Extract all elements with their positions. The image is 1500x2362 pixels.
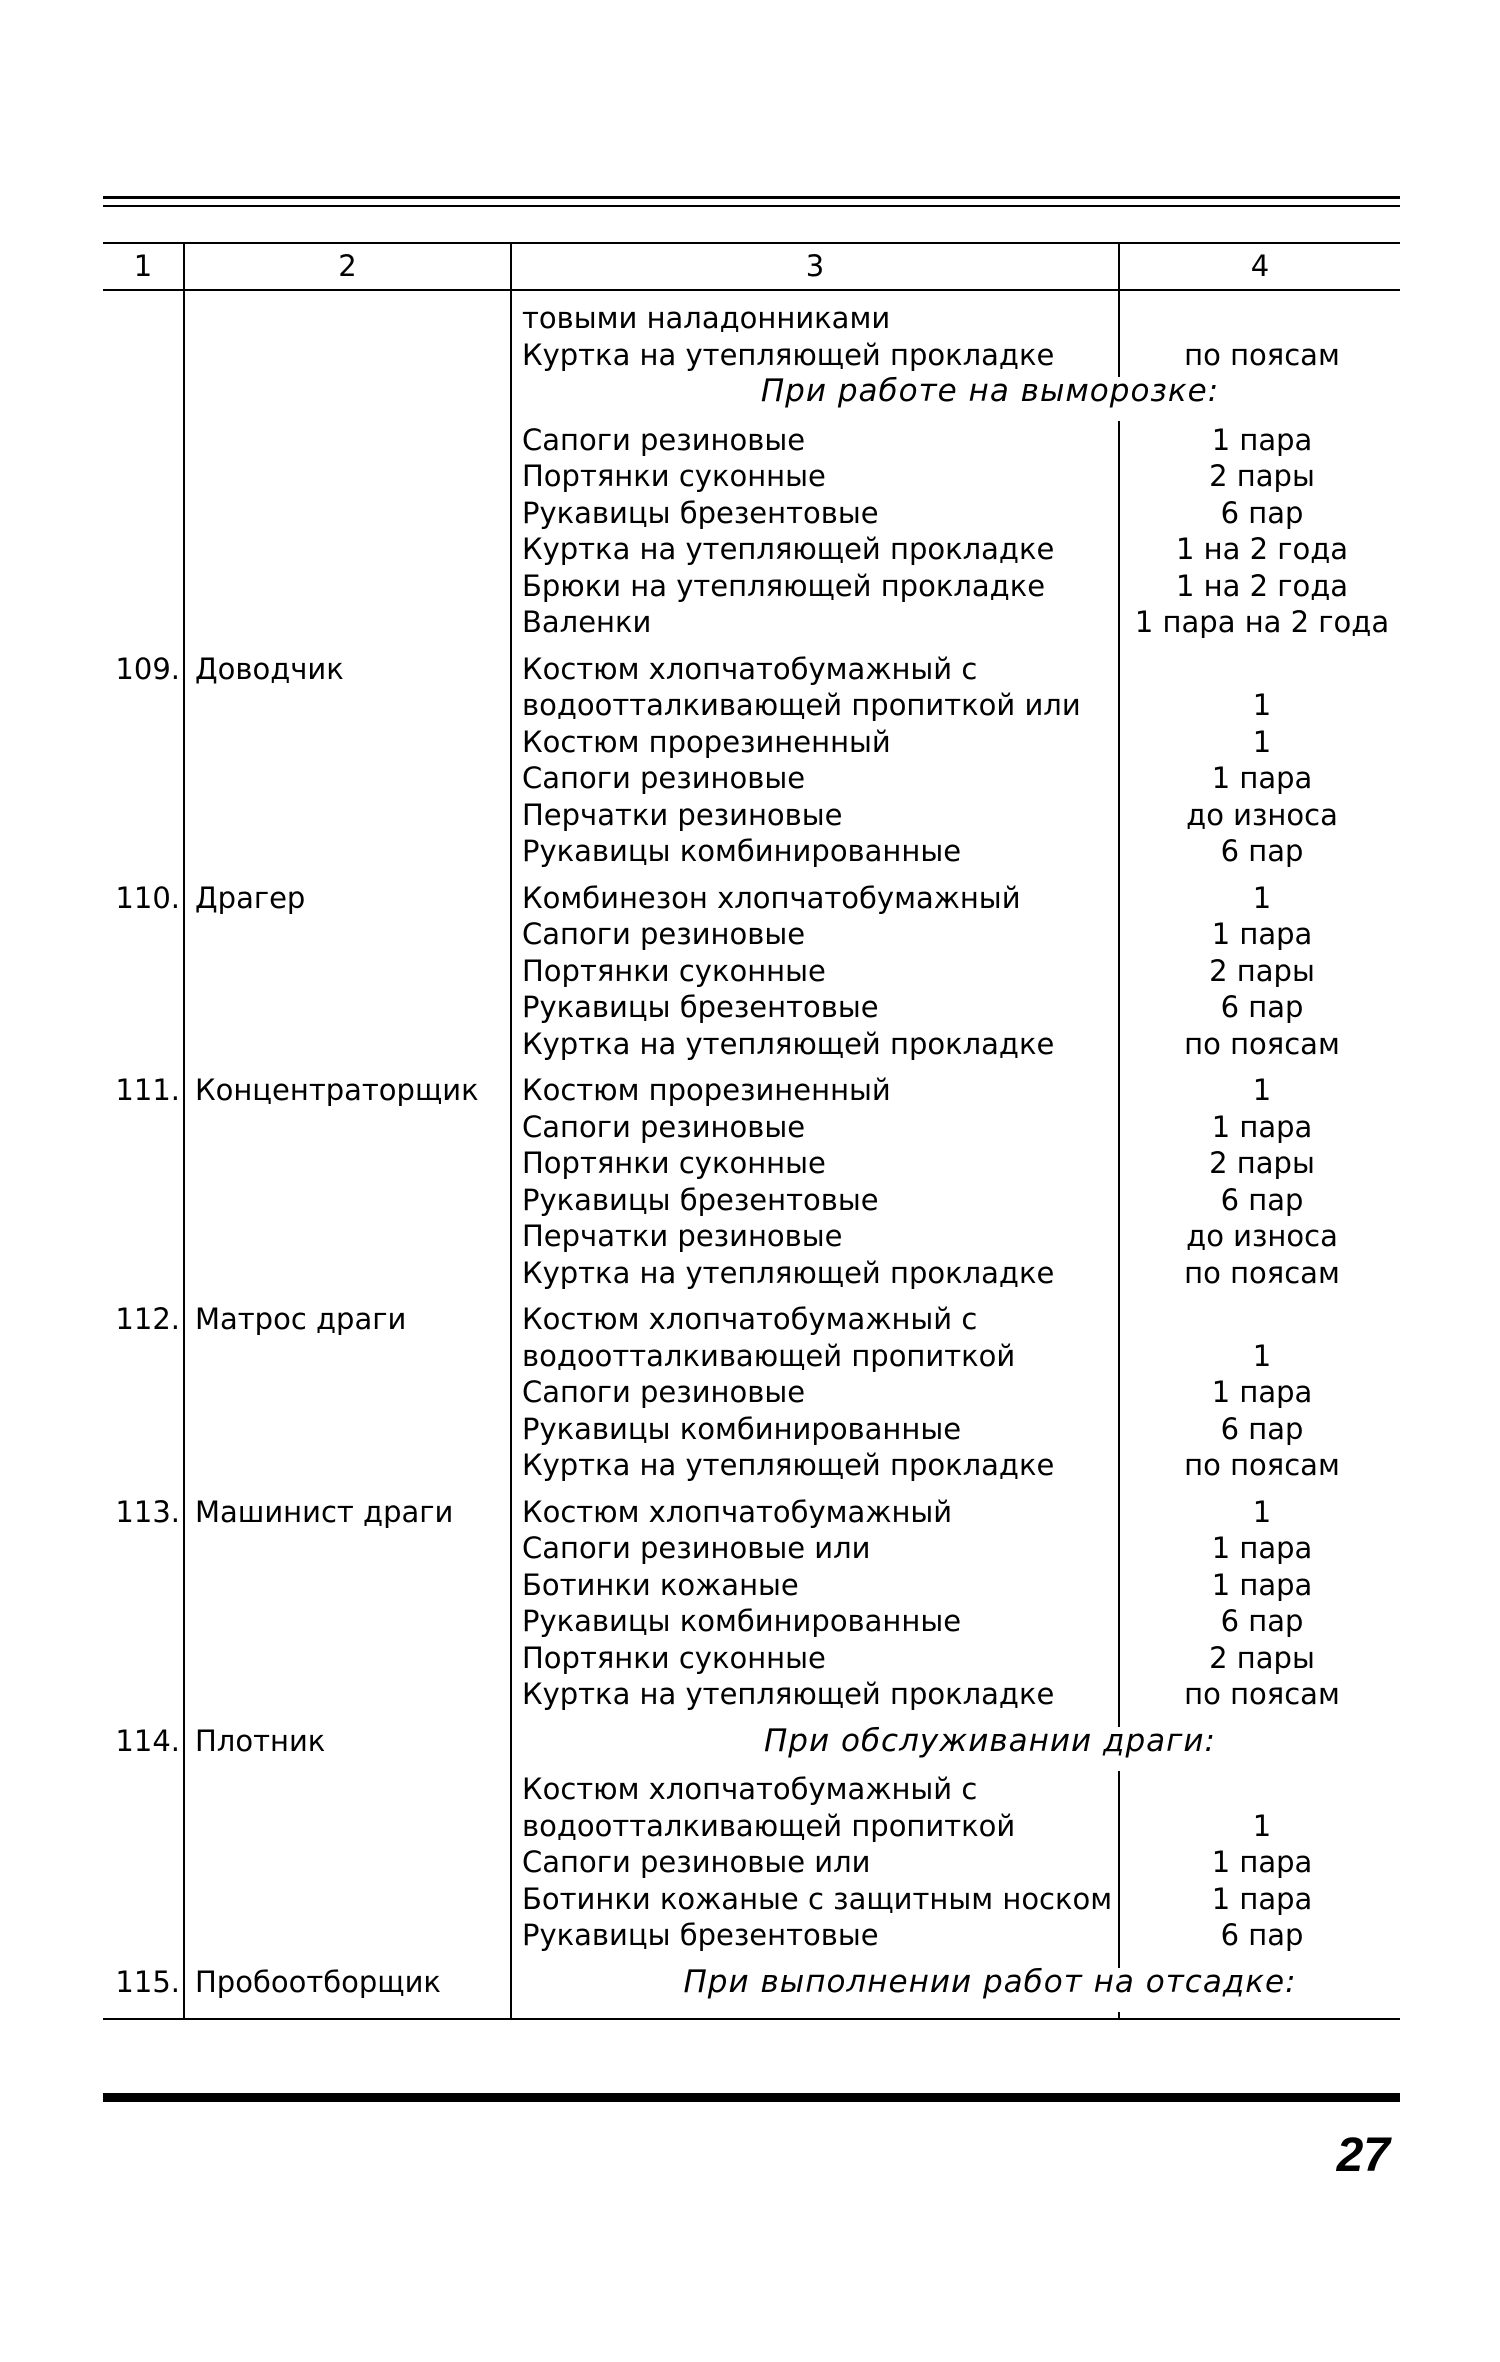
row-number: 109. xyxy=(115,651,180,686)
item-quantity: 1 xyxy=(1252,880,1272,915)
table-row xyxy=(0,1218,1500,1255)
item-quantity: 1 пара на 2 года xyxy=(1134,605,1390,639)
item-name: Куртка на утепляющей прокладке xyxy=(522,1677,1055,1711)
item-quantity: 1 пара xyxy=(1211,761,1313,795)
item-name: Костюм хлопчатобумажный с xyxy=(522,651,978,686)
item-name: Куртка на утепляющей прокладке xyxy=(522,1448,1055,1482)
item-name: Костюм прорезиненный xyxy=(522,1073,891,1107)
item-quantity: 2 пары xyxy=(1209,1146,1315,1180)
table-row xyxy=(0,1603,1500,1640)
item-quantity: 6 пар xyxy=(1220,990,1304,1024)
item-name: Комбинезон хлопчатобумажный xyxy=(522,880,1021,915)
header-top-line xyxy=(103,242,1400,244)
item-name: Куртка на утепляющей прокладке xyxy=(522,1026,1055,1061)
item-name: водоотталкивающей пропиткой xyxy=(522,1338,1016,1373)
profession-name: Концентраторщик xyxy=(195,1073,479,1107)
section-heading: При обслуживании драги: xyxy=(763,1722,1217,1759)
item-name: товыми наладонниками xyxy=(522,301,891,335)
profession-name: Машинист драги xyxy=(195,1494,454,1529)
table-row xyxy=(0,1530,1500,1567)
item-quantity: 1 пара xyxy=(1211,1375,1313,1409)
item-quantity: 1 пара xyxy=(1211,1845,1313,1879)
table-row xyxy=(0,953,1500,990)
table-row xyxy=(0,797,1500,834)
item-quantity: 6 пар xyxy=(1220,1604,1304,1638)
table-row xyxy=(0,1567,1500,1604)
row-number: 112. xyxy=(115,1302,180,1336)
item-name: водоотталкивающей пропиткой xyxy=(522,1808,1016,1843)
table-row xyxy=(0,989,1500,1026)
item-name: Сапоги резиновые xyxy=(522,422,806,457)
item-name: Перчатки резиновые xyxy=(522,1219,843,1253)
column-header-4: 4 xyxy=(1250,249,1270,283)
table-bottom-line xyxy=(103,2018,1400,2020)
table-row xyxy=(0,458,1500,495)
item-name: Портянки суконные xyxy=(522,1640,826,1675)
item-name: Портянки суконные xyxy=(522,459,826,493)
item-name: Перчатки резиновые xyxy=(522,797,843,832)
column-header-1: 1 xyxy=(133,249,153,283)
profession-name: Матрос драги xyxy=(195,1302,407,1336)
item-name: Рукавицы брезентовые xyxy=(522,1918,879,1952)
item-quantity: 1 на 2 года xyxy=(1175,568,1349,603)
item-name: Портянки суконные xyxy=(522,953,826,988)
item-quantity: 6 пар xyxy=(1220,1182,1304,1217)
row-number: 111. xyxy=(115,1073,180,1107)
row-number: 110. xyxy=(115,880,180,915)
item-name: Рукавицы брезентовые xyxy=(522,495,879,530)
item-name: Рукавицы комбинированные xyxy=(522,834,962,868)
item-name: Рукавицы комбинированные xyxy=(522,1411,962,1446)
item-name: Сапоги резиновые или xyxy=(522,1531,871,1565)
item-name: Валенки xyxy=(522,605,652,639)
page-number: 27 xyxy=(1336,2129,1390,2182)
section-heading: При работе на выморозке: xyxy=(760,373,1220,409)
item-quantity: по поясам xyxy=(1184,337,1340,372)
table-row xyxy=(0,1808,1500,1845)
item-quantity: 2 пары xyxy=(1209,953,1315,988)
item-quantity: 2 пары xyxy=(1209,1640,1315,1675)
table-row xyxy=(0,1447,1500,1484)
table-row xyxy=(0,568,1500,605)
table-row xyxy=(0,604,1500,641)
table-row xyxy=(0,687,1500,724)
table-row xyxy=(0,1411,1500,1448)
item-name: Сапоги резиновые или xyxy=(522,1845,871,1879)
bottom-rule xyxy=(103,2093,1400,2102)
item-name: Рукавицы брезентовые xyxy=(522,1182,879,1217)
row-number: 113. xyxy=(115,1494,180,1529)
header-bottom-line xyxy=(103,289,1400,291)
table-row xyxy=(0,1771,1500,1808)
item-quantity: 6 пар xyxy=(1220,1411,1304,1446)
item-name: Сапоги резиновые xyxy=(522,761,806,795)
item-quantity: по поясам xyxy=(1184,1255,1340,1290)
table-row xyxy=(0,1676,1500,1713)
item-quantity: до износа xyxy=(1186,1219,1338,1253)
item-quantity: 6 пар xyxy=(1220,495,1304,530)
table-row xyxy=(0,880,1500,917)
table-row xyxy=(0,422,1500,459)
table-row xyxy=(0,1338,1500,1375)
section-row xyxy=(0,1964,1500,2001)
table-row xyxy=(0,916,1500,953)
profession-name: Драгер xyxy=(195,880,306,915)
item-quantity: 1 пара xyxy=(1211,1567,1313,1602)
section-heading: При выполнении работ на отсадке: xyxy=(683,1963,1297,2000)
profession-name: Пробоотборщик xyxy=(195,1964,441,1999)
table-row xyxy=(0,1640,1500,1677)
table-row xyxy=(0,651,1500,688)
top-rule-thin xyxy=(103,205,1400,207)
item-quantity: по поясам xyxy=(1184,1448,1340,1482)
item-quantity: 1 пара xyxy=(1211,1109,1313,1144)
item-quantity: 1 xyxy=(1252,1494,1272,1529)
section-row xyxy=(0,1723,1500,1760)
table-row xyxy=(0,1494,1500,1531)
table-row xyxy=(0,1109,1500,1146)
item-quantity: по поясам xyxy=(1184,1026,1340,1061)
item-name: Сапоги резиновые xyxy=(522,917,806,951)
item-name: Рукавицы брезентовые xyxy=(522,990,879,1024)
table-row xyxy=(0,300,1500,337)
row-number: 114. xyxy=(115,1723,180,1758)
item-quantity: 1 на 2 года xyxy=(1175,532,1349,566)
table-row xyxy=(0,531,1500,568)
item-name: Куртка на утепляющей прокладке xyxy=(522,532,1055,566)
item-name: Рукавицы комбинированные xyxy=(522,1604,962,1638)
item-quantity: до износа xyxy=(1186,797,1338,832)
item-quantity: 1 пара xyxy=(1211,917,1313,951)
table-row xyxy=(0,1917,1500,1954)
row-number: 115. xyxy=(115,1964,180,1999)
table-row xyxy=(0,337,1500,374)
table-row xyxy=(0,1301,1500,1338)
item-name: Костюм хлопчатобумажный с xyxy=(522,1772,978,1806)
item-quantity: 1 пара xyxy=(1211,1881,1313,1916)
table-row xyxy=(0,1182,1500,1219)
item-name: Сапоги резиновые xyxy=(522,1109,806,1144)
item-name: Сапоги резиновые xyxy=(522,1375,806,1409)
item-quantity: 1 пара xyxy=(1211,422,1313,457)
table-row xyxy=(0,1881,1500,1918)
item-name: Куртка на утепляющей прокладке xyxy=(522,1255,1055,1290)
column-header-2: 2 xyxy=(338,249,357,283)
item-name: Портянки суконные xyxy=(522,1146,826,1180)
item-quantity: по поясам xyxy=(1184,1677,1340,1711)
table-row xyxy=(0,724,1500,761)
profession-name: Доводчик xyxy=(195,651,344,686)
profession-name: Плотник xyxy=(195,1723,326,1758)
item-quantity: 6 пар xyxy=(1220,1918,1304,1952)
item-name: Костюм прорезиненный xyxy=(522,724,891,759)
item-quantity: 1 xyxy=(1252,1073,1272,1107)
table-row xyxy=(0,1844,1500,1881)
table-row xyxy=(0,1374,1500,1411)
table-row xyxy=(0,760,1500,797)
table-row xyxy=(0,1145,1500,1182)
table-row xyxy=(0,833,1500,870)
item-name: Куртка на утепляющей прокладке xyxy=(522,337,1055,372)
item-quantity: 1 xyxy=(1252,1808,1272,1843)
item-name: Костюм хлопчатобумажный xyxy=(522,1494,953,1529)
table-row xyxy=(0,1072,1500,1109)
item-quantity: 2 пары xyxy=(1209,459,1315,493)
item-quantity: 6 пар xyxy=(1220,834,1304,868)
item-name: водоотталкивающей пропиткой или xyxy=(522,688,1081,722)
top-rule xyxy=(103,196,1400,199)
item-name: Ботинки кожаные xyxy=(522,1567,799,1602)
item-quantity: 1 xyxy=(1252,688,1272,722)
table-row xyxy=(0,495,1500,532)
table-row xyxy=(0,1255,1500,1292)
table-row xyxy=(0,1026,1500,1063)
column-header-3: 3 xyxy=(805,249,825,283)
item-name: Костюм хлопчатобумажный с xyxy=(522,1302,978,1336)
item-name: Ботинки кожаные с защитным носком xyxy=(522,1881,1113,1916)
item-quantity: 1 xyxy=(1252,724,1272,759)
item-name: Брюки на утепляющей прокладке xyxy=(522,568,1046,603)
item-quantity: 1 пара xyxy=(1211,1531,1313,1565)
item-quantity: 1 xyxy=(1252,1338,1272,1373)
section-row xyxy=(0,373,1500,410)
